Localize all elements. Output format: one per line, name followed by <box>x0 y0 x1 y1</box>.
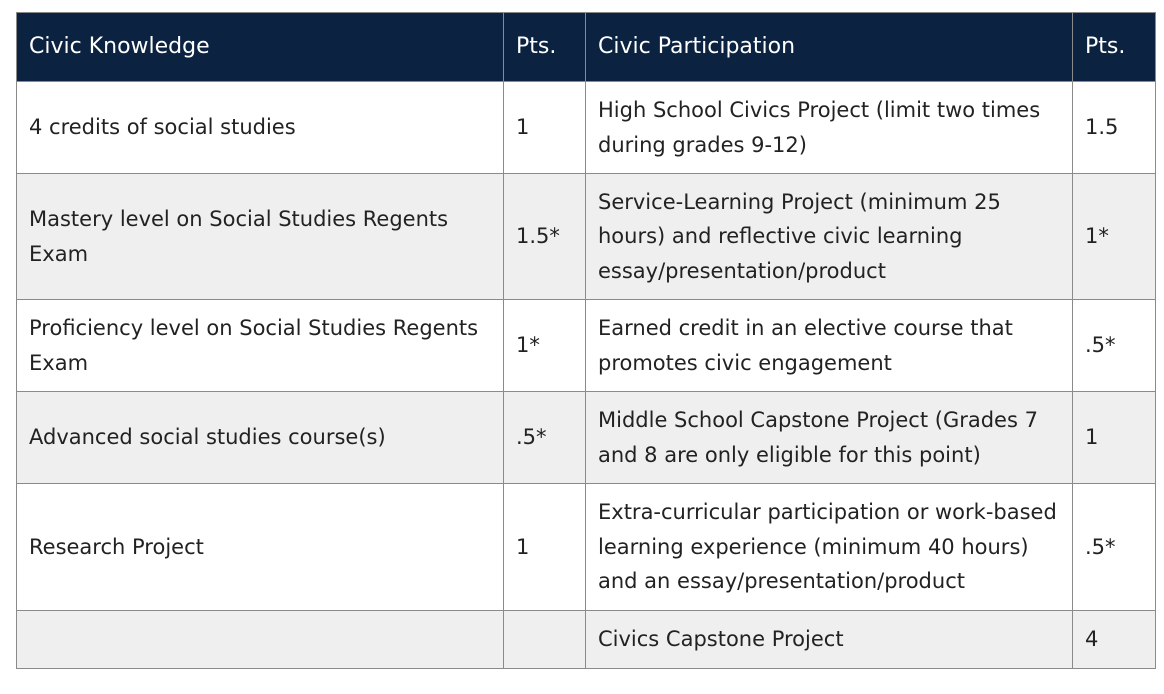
header-civic-knowledge: Civic Knowledge <box>17 13 504 82</box>
knowledge-points-cell: 1.5* <box>504 174 586 300</box>
table-row <box>17 611 1156 669</box>
knowledge-points-cell: 1 <box>504 484 586 611</box>
knowledge-cell: Proficiency level on Social Studies Regents Exam <box>17 300 504 392</box>
knowledge-cell: Mastery level on Social Studies Regents Exam <box>17 174 504 300</box>
participation-cell: Middle School Capstone Project (Grades 7 and 8 are only eligible for this point) <box>586 392 1073 484</box>
knowledge-points-cell: 1* <box>504 300 586 392</box>
civics-points-table <box>16 12 1156 669</box>
participation-cell: High School Civics Project (limit two times during grades 9-12) <box>586 82 1073 174</box>
header-civic-participation: Civic Participation <box>586 13 1073 82</box>
table-header <box>17 13 1156 82</box>
table-body <box>17 82 1156 669</box>
knowledge-cell: Research Project <box>17 484 504 611</box>
table-row <box>17 82 1156 174</box>
participation-points-cell: .5* <box>1073 484 1156 611</box>
knowledge-cell: Advanced social studies course(s) <box>17 392 504 484</box>
participation-points-cell: 1.5 <box>1073 82 1156 174</box>
participation-cell: Earned credit in an elective course that promotes civic engagement <box>586 300 1073 392</box>
participation-cell: Civics Capstone Project <box>586 611 1073 669</box>
knowledge-cell: 4 credits of social studies <box>17 82 504 174</box>
participation-cell: Service-Learning Project (minimum 25 hours) and reflective civic learning essay/presentation/product <box>586 174 1073 300</box>
header-row <box>17 13 1156 82</box>
knowledge-points-cell: 1 <box>504 82 586 174</box>
header-knowledge-points: Pts. <box>504 13 586 82</box>
knowledge-points-cell <box>504 611 586 669</box>
participation-points-cell: 4 <box>1073 611 1156 669</box>
participation-points-cell: 1 <box>1073 392 1156 484</box>
table-row <box>17 174 1156 300</box>
participation-points-cell: .5* <box>1073 300 1156 392</box>
knowledge-points-cell: .5* <box>504 392 586 484</box>
table-row <box>17 392 1156 484</box>
participation-cell: Extra-curricular participation or work-based learning experience (minimum 40 hours) and an essay/presentation/product <box>586 484 1073 611</box>
header-participation-points: Pts. <box>1073 13 1156 82</box>
civics-points-table-container <box>16 12 1156 669</box>
participation-points-cell: 1* <box>1073 174 1156 300</box>
table-row <box>17 300 1156 392</box>
table-row <box>17 484 1156 611</box>
knowledge-cell <box>17 611 504 669</box>
